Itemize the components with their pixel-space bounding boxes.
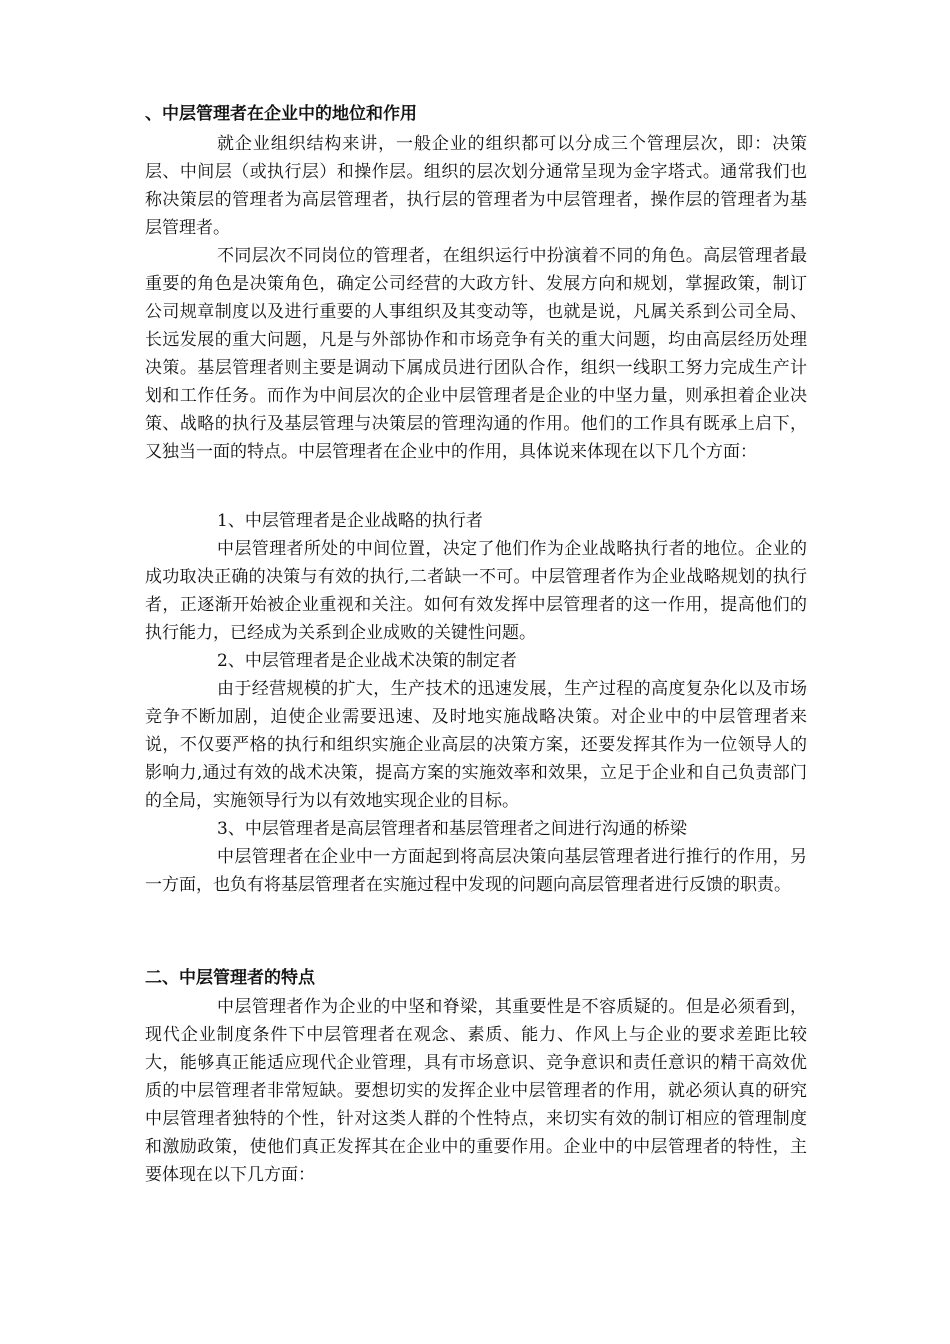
section-1-paragraph-2: 不同层次不同岗位的管理者，在组织运行中扮演着不同的角色。高层管理者最重要的角色是决策角色，确定公司经营的大政方针、发展方向和规划，掌握政策，制订公司规章制度以及进行重要的人事组织及其变动等，也就是说，凡属关系到公司全局、长远发展的重大问题，凡是与外部协作和市场竞争有关的重大问题，均由高层经历处理决策。基层管理者则主要是调动下属成员进行团队合作，组织一线职工努力完成生产计划和工作任务。而作为中间层次的企业中层管理者是企业的中坚力量，则承担着企业决策、战略的执行及基层管理与决策层的管理沟通的作用。他们的工作具有既承上启下，又独当一面的特点。中层管理者在企业中的作用，具体说来体现在以下几个方面： <box>145 246 807 462</box>
point-2-title: 2、中层管理者是企业战术决策的制定者 <box>217 651 517 671</box>
section-2-paragraph-1: 中层管理者作为企业的中坚和脊梁，其重要性是不容质疑的。但是必须看到，现代企业制度条件下中层管理者在观念、素质、能力、作风上与企业的要求差距比较大，能够真正能适应现代企业管理，具有市场意识、竞争意识和责任意识的精干高效优质的中层管理者非常短缺。要想切实的发挥企业中层管理者的作用，就必须认真的研究中层管理者独特的个性，针对这类人群的个性特点，来切实有效的制订相应的管理制度和激励政策，使他们真正发挥其在企业中的重要作用。企业中的中层管理者的特性，主要体现在以下几方面： <box>145 997 807 1185</box>
point-1-text: 中层管理者所处的中间位置，决定了他们作为企业战略执行者的地位。企业的成功取决正确的决策与有效的执行,二者缺一不可。中层管理者作为企业战略规划的执行者，正逐渐开始被企业重视和关注。如何有效发挥中层管理者的这一作用，提高他们的执行能力，已经成为关系到企业成败的关键性问题。 <box>145 539 807 643</box>
point-3-title: 3、中层管理者是高层管理者和基层管理者之间进行沟通的桥梁 <box>217 819 687 839</box>
point-1-title: 1、中层管理者是企业战略的执行者 <box>217 511 483 531</box>
point-3-text: 中层管理者在企业中一方面起到将高层决策向基层管理者进行推行的作用，另一方面，也负有将基层管理者在实施过程中发现的问题向高层管理者进行反馈的职责。 <box>145 847 807 895</box>
point-2-text: 由于经营规模的扩大，生产技术的迅速发展，生产过程的高度复杂化以及市场竞争不断加剧，迫使企业需要迅速、及时地实施战略决策。对企业中的中层管理者来说，不仅要严格的执行和组织实施企业高层的决策方案，还要发挥其作为一位领导人的影响力,通过有效的战术决策，提高方案的实施效率和效果，立足于企业和自己负责部门的全局，实施领导行为以有效地实现企业的目标。 <box>145 679 807 811</box>
section-2-heading: 二、中层管理者的特点 <box>145 968 315 988</box>
section-1-heading: 、中层管理者在企业中的地位和作用 <box>145 104 417 124</box>
section-1-paragraph-1: 就企业组织结构来讲，一般企业的组织都可以分成三个管理层次，即：决策层、中间层（或执行层）和操作层。组织的层次划分通常呈现为金字塔式。通常我们也称决策层的管理者为高层管理者，执行层的管理者为中层管理者，操作层的管理者为基层管理者。 <box>145 134 807 238</box>
